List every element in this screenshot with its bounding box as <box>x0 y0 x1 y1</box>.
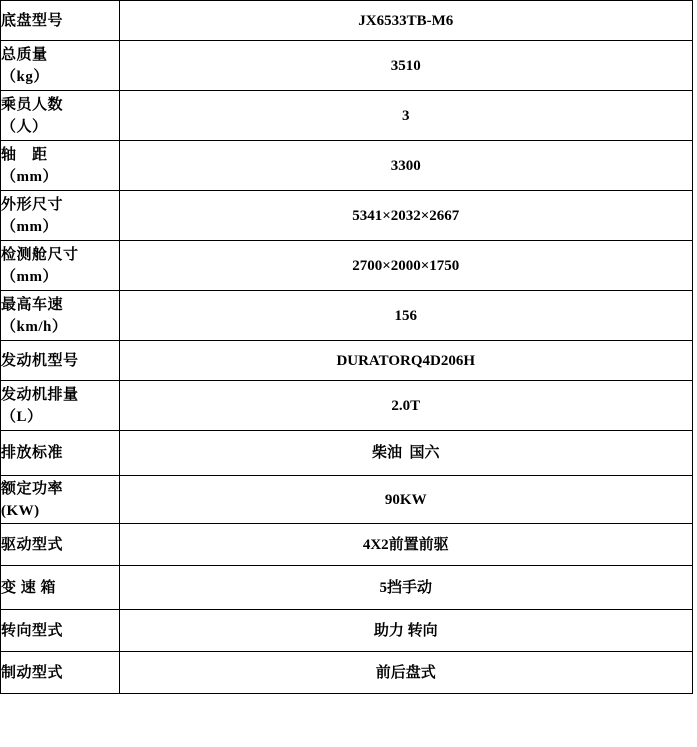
table-row <box>1 191 693 241</box>
table-row <box>1 652 693 694</box>
row-value-cell <box>119 41 693 91</box>
row-label-cell <box>1 652 120 694</box>
value-line: 3 <box>402 107 410 124</box>
label-line: 制动型式 <box>1 664 64 681</box>
label-line: 变 速 箱 <box>1 579 57 596</box>
row-label-cell <box>1 610 120 652</box>
table-row <box>1 476 693 524</box>
label-line: （mm） <box>1 218 58 235</box>
row-label-cell <box>1 566 120 610</box>
value-line: 2700×2000×1750 <box>352 257 460 274</box>
row-value-cell <box>119 91 693 141</box>
label-line: 发动机排量 <box>1 386 79 403</box>
table-row <box>1 91 693 141</box>
label-line: （kg） <box>1 68 49 85</box>
row-value-cell <box>119 566 693 610</box>
row-value-cell <box>119 431 693 476</box>
table-row <box>1 431 693 476</box>
row-label-cell <box>1 524 120 566</box>
row-value-cell <box>119 610 693 652</box>
value-line: DURATORQ4D206H <box>336 352 476 369</box>
row-value-cell <box>119 191 693 241</box>
row-label-cell <box>1 141 120 191</box>
label-line: 底盘型号 <box>1 12 64 29</box>
value-line: 3300 <box>390 157 421 174</box>
row-value-cell <box>119 1 693 41</box>
row-label-cell <box>1 341 120 381</box>
label-line: 发动机型号 <box>1 352 79 369</box>
label-line: 转向型式 <box>1 622 64 639</box>
label-line: 额定功率 <box>1 480 64 497</box>
table-row <box>1 141 693 191</box>
label-line: 外形尺寸 <box>1 196 64 213</box>
row-value-cell <box>119 341 693 381</box>
label-line: 检测舱尺寸 <box>1 246 79 263</box>
row-label-cell <box>1 41 120 91</box>
table-row <box>1 1 693 41</box>
table-row <box>1 291 693 341</box>
value-line: 156 <box>394 307 417 324</box>
row-label-cell <box>1 191 120 241</box>
label-line: 轴 距 <box>1 146 48 163</box>
row-label-cell <box>1 1 120 41</box>
label-line: 总质量 <box>1 46 48 63</box>
row-value-cell <box>119 476 693 524</box>
table-row <box>1 566 693 610</box>
label-line: （mm） <box>1 168 58 185</box>
value-line: 4X2前置前驱 <box>362 536 449 553</box>
row-label-cell <box>1 241 120 291</box>
table-row <box>1 341 693 381</box>
row-label-cell <box>1 91 120 141</box>
label-line: (KW) <box>1 502 40 519</box>
row-value-cell <box>119 652 693 694</box>
label-line: 排放标准 <box>1 445 64 461</box>
table-body <box>1 1 693 694</box>
label-line: （mm） <box>1 268 58 285</box>
row-label-cell <box>1 431 120 476</box>
row-label-cell <box>1 291 120 341</box>
row-label-cell <box>1 476 120 524</box>
label-line: （km/h） <box>1 318 68 335</box>
value-line: JX6533TB-M6 <box>358 12 454 29</box>
value-line: 3510 <box>390 57 421 74</box>
value-line: 柴油 国六 <box>371 445 440 461</box>
value-line: 5341×2032×2667 <box>352 207 460 224</box>
value-line: 助力 转向 <box>373 622 438 639</box>
label-line: 驱动型式 <box>1 536 64 553</box>
value-line: 2.0T <box>391 397 421 414</box>
table-row <box>1 41 693 91</box>
table-row <box>1 241 693 291</box>
label-line: 乘员人数 <box>1 96 64 113</box>
label-line: （人） <box>1 118 48 135</box>
row-value-cell <box>119 381 693 431</box>
row-value-cell <box>119 141 693 191</box>
row-value-cell <box>119 291 693 341</box>
row-value-cell <box>119 524 693 566</box>
table-row <box>1 610 693 652</box>
table-row <box>1 524 693 566</box>
label-line: （L） <box>1 408 43 425</box>
row-label-cell <box>1 381 120 431</box>
value-line: 5挡手动 <box>379 579 432 596</box>
row-value-cell <box>119 241 693 291</box>
value-line: 90KW <box>384 491 427 508</box>
label-line: 最高车速 <box>1 296 64 313</box>
table-row <box>1 381 693 431</box>
value-line: 前后盘式 <box>375 664 436 681</box>
